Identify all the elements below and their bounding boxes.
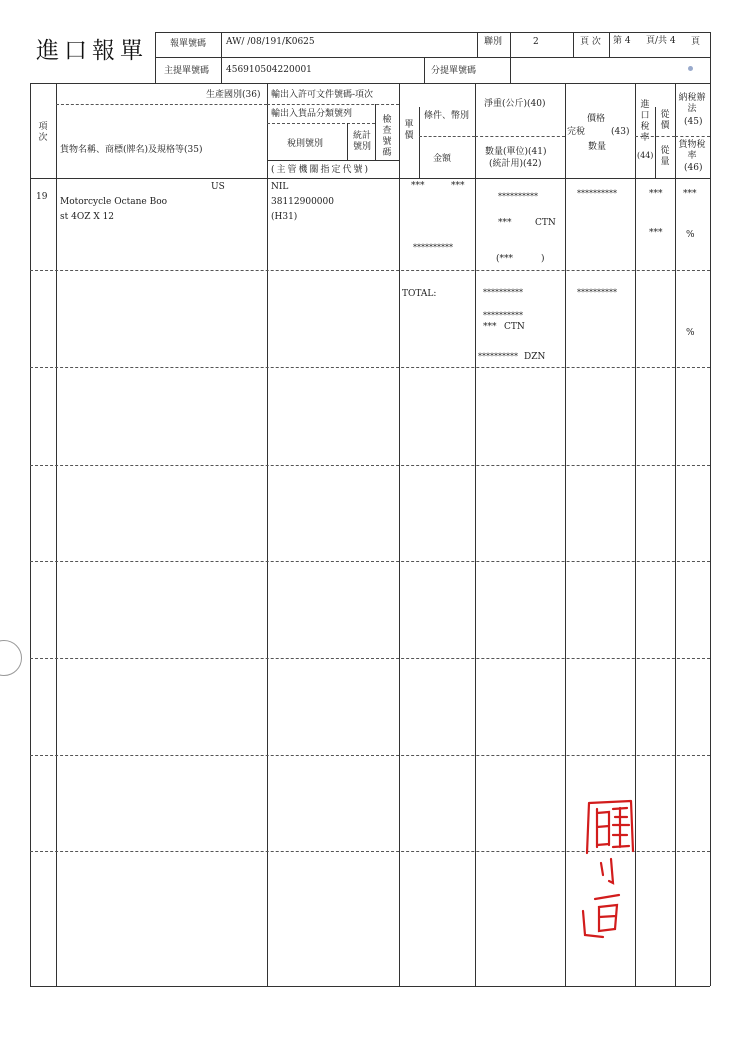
hole-mark-icon xyxy=(688,66,693,71)
permit-dash xyxy=(267,104,399,105)
header-label-divider xyxy=(221,32,222,83)
total-dzn-unit: DZN xyxy=(524,352,546,362)
terms-dash xyxy=(419,136,475,137)
header-divider-b xyxy=(510,32,511,83)
page-title: 進口報單 xyxy=(36,38,148,64)
page-total: 頁/共 4 xyxy=(646,36,676,46)
item-qty-unit: CTN xyxy=(535,218,556,228)
origin-dash xyxy=(56,104,267,105)
total-label: TOTAL: xyxy=(402,289,437,299)
page-label: 頁 次 xyxy=(580,37,601,47)
header-divider-e xyxy=(424,57,425,83)
item-stat-qty: (*** xyxy=(496,254,514,264)
col-stat: 統計號別 xyxy=(352,131,371,152)
row-divider xyxy=(30,465,710,466)
col-method: 納稅辦法 xyxy=(678,93,706,114)
col-price: 價格 xyxy=(587,114,606,124)
header-divider-a xyxy=(477,32,478,57)
page-current: 第 4 xyxy=(613,36,631,46)
header-left-line xyxy=(155,32,156,83)
item-rate-1: *** xyxy=(649,189,663,199)
total-qty: *** xyxy=(483,322,497,332)
col-inspect: 檢查號碼 xyxy=(382,115,392,158)
weight-dash xyxy=(475,136,565,137)
total-duty-value: ********** xyxy=(577,288,617,297)
item-permit: NIL xyxy=(271,182,289,192)
copy-no: 2 xyxy=(533,37,539,47)
col-agency: (主管機關指定代號) xyxy=(271,165,371,175)
col-goods-tax-no: (46) xyxy=(684,163,703,173)
header-top-line xyxy=(155,32,710,33)
header-divider-c xyxy=(573,32,574,57)
item-rate-2: *** xyxy=(649,228,663,238)
inspect-divider xyxy=(375,104,376,160)
header-mid-line xyxy=(155,57,710,58)
item-duty-value: ********** xyxy=(577,189,617,198)
col-permit: 輸出入許可文件號碼-項次 xyxy=(271,90,374,100)
col-price-no: (43) xyxy=(611,127,630,137)
header-right-line xyxy=(710,32,711,83)
col-ad-valorem: 從價 xyxy=(660,110,670,131)
house-bl-label: 分提單號碼 xyxy=(431,66,477,76)
col-quantity: 數量 xyxy=(588,142,607,152)
item-tariff-no: 38112900000 xyxy=(271,197,334,207)
method-dash xyxy=(675,136,710,137)
col-method-no: (45) xyxy=(684,117,703,127)
page-suffix: 頁 xyxy=(691,37,701,47)
row-divider xyxy=(30,270,710,271)
col-qty-stat: (統計用)(42) xyxy=(489,159,542,169)
row-divider xyxy=(30,658,710,659)
copy-label: 聯別 xyxy=(484,37,503,47)
col-goods-tax: 貨物稅率 xyxy=(678,140,706,161)
item-desc-line2: st 4OZ X 12 xyxy=(60,212,115,222)
total-qty-masked: ********** xyxy=(483,311,523,320)
col-origin: 生產國別(36) xyxy=(206,90,261,100)
item-goods-tax: % xyxy=(686,230,695,240)
item-amount: ********** xyxy=(413,243,453,252)
col-item-no: 項次 xyxy=(38,122,48,143)
item-method: *** xyxy=(683,189,697,199)
master-bl-label: 主提單號碼 xyxy=(164,66,210,76)
col-net-weight: 淨重(公斤)(40) xyxy=(484,99,546,109)
item-qty: *** xyxy=(498,218,512,228)
col-specific: 從量 xyxy=(660,146,670,167)
item-no: 19 xyxy=(36,192,48,202)
agency-line xyxy=(267,160,399,161)
total-qty-unit: CTN xyxy=(504,322,525,332)
col-qty-unit: 數量(單位)(41) xyxy=(485,147,547,157)
official-seal-stamp xyxy=(575,795,645,940)
row-divider xyxy=(30,561,710,562)
item-desc-line1: Motorcycle Octane Boo xyxy=(60,197,168,207)
total-goods-tax: % xyxy=(686,328,695,338)
item-price-masked-1: *** xyxy=(411,181,425,191)
item-net-weight: ********** xyxy=(498,192,538,201)
ccc-dash xyxy=(267,123,375,124)
item-agency-code: (H31) xyxy=(271,212,298,222)
declaration-no-value: AW/ /08/191/K0625 xyxy=(226,37,315,47)
declaration-no-label: 報單號碼 xyxy=(170,39,207,49)
total-net-weight: ********** xyxy=(483,288,523,297)
col-tariff: 稅則號別 xyxy=(287,139,324,149)
item-price-masked-2: *** xyxy=(451,181,465,191)
col-terms: 條件、幣別 xyxy=(424,111,470,121)
col-ccc: 輸出入貨品分類號列 xyxy=(271,109,353,119)
table-right-line xyxy=(710,83,711,986)
stat-divider xyxy=(347,123,348,160)
col-line-advalorem xyxy=(655,107,656,178)
table-top-line xyxy=(30,83,710,84)
col-amount: 金額 xyxy=(433,154,452,164)
punch-hole-mark xyxy=(0,640,22,676)
col-unit-price: 單價 xyxy=(404,120,414,141)
master-bl-value: 456910504220001 xyxy=(226,65,312,75)
item-origin: US xyxy=(211,182,225,192)
column-header-underline xyxy=(30,178,710,179)
col-import-rate: 進口稅率 xyxy=(640,100,650,143)
total-dzn: ********** xyxy=(478,352,518,361)
col-import-rate-no: (44) xyxy=(637,151,654,160)
col-description: 貨物名稱、商標(牌名)及規格等(35) xyxy=(60,145,203,155)
item-stat-qty-close: ) xyxy=(541,254,545,264)
row-divider xyxy=(30,755,710,756)
row-divider xyxy=(30,367,710,368)
header-divider-d xyxy=(609,32,610,57)
col-duty-paid: 完稅 xyxy=(567,127,586,137)
table-bottom-line xyxy=(30,986,710,987)
col-line-terms xyxy=(419,107,420,178)
